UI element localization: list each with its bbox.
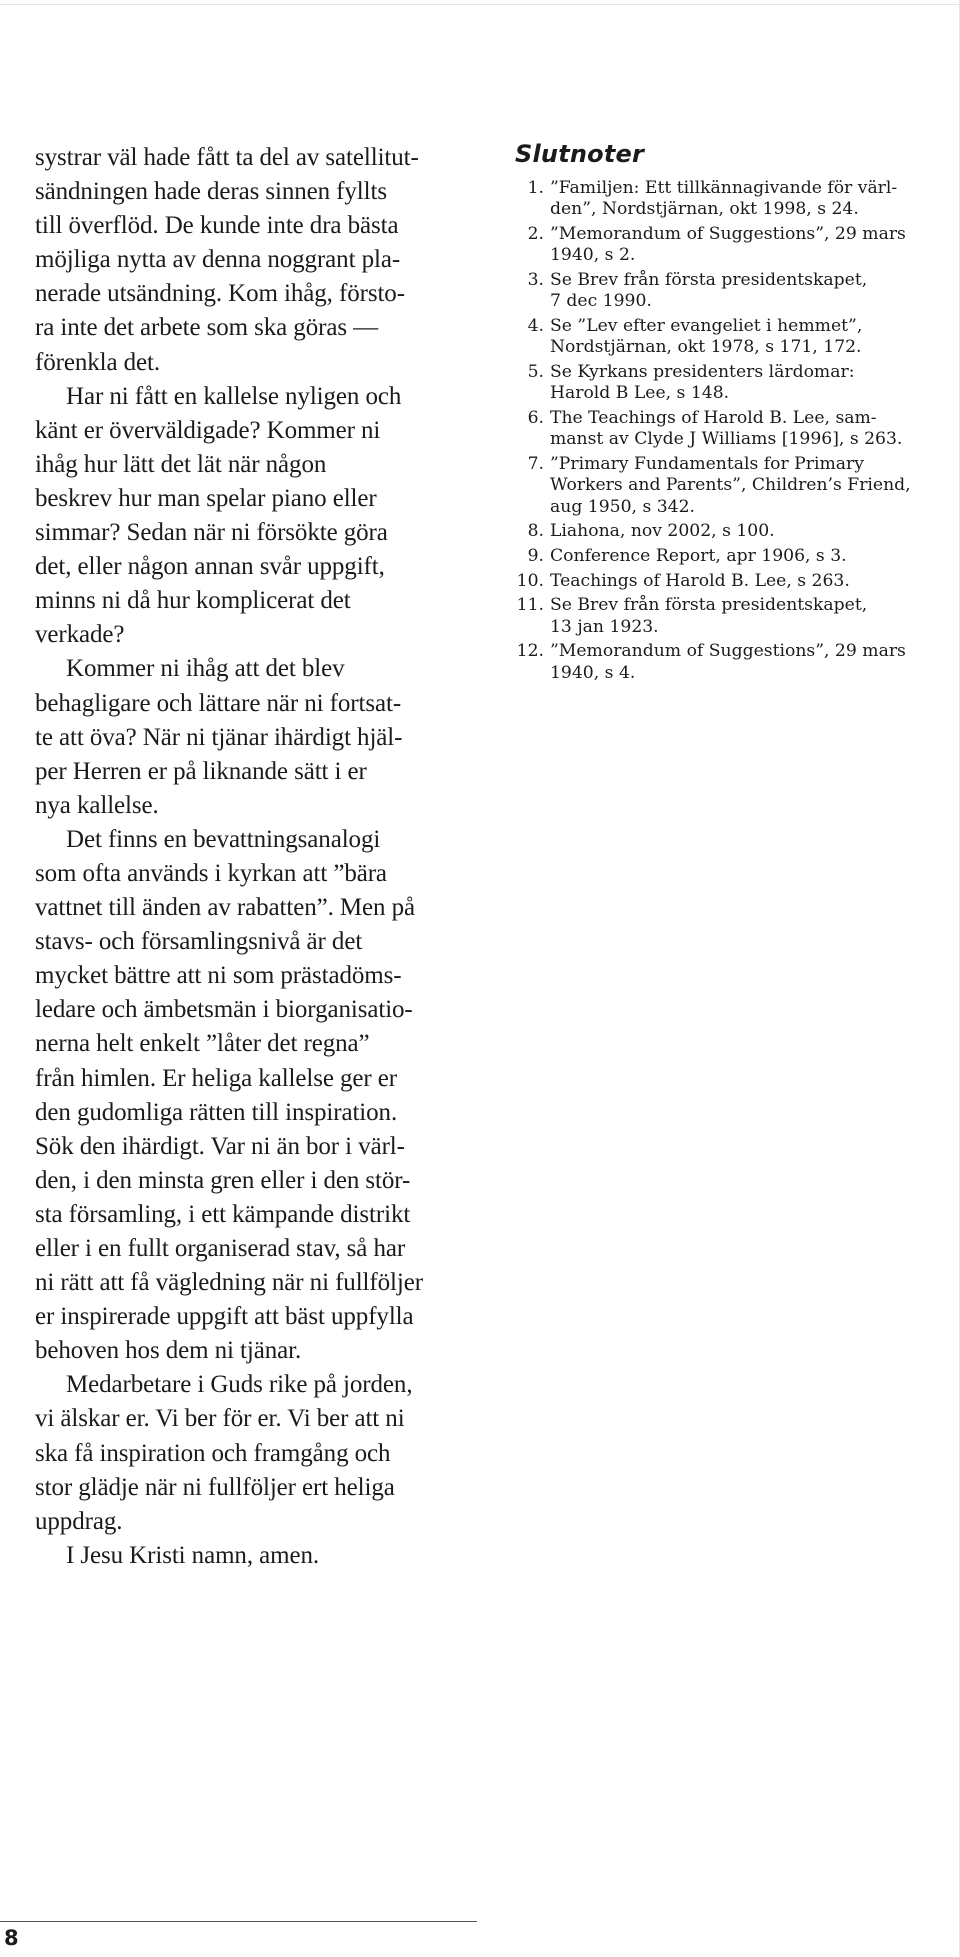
body-line: möjliga nytta av denna noggrant pla- <box>35 246 401 274</box>
body-line: sta församling, i ett kämpande distrikt <box>35 1200 411 1228</box>
endnote-item <box>514 270 954 313</box>
endnote-number: 8. <box>527 521 544 542</box>
endnote-item <box>514 408 954 451</box>
body-line: behoven hos dem ni tjänar. <box>35 1337 302 1365</box>
endnote-item <box>514 224 954 267</box>
endnote-number: 3. <box>527 269 544 290</box>
endnote-number: 5. <box>527 361 544 382</box>
endnote-text: Se ”Lev efter evangeliet i hemmet”, <box>550 315 863 336</box>
body-line: som ofta används i kyrkan att ”bära <box>35 859 387 887</box>
endnote-number: 9. <box>527 545 544 566</box>
endnote-text: Se Kyrkans presidenters lärdomar: <box>550 361 855 382</box>
body-line: beskrev hur man spelar piano eller <box>35 484 377 512</box>
page-number: 8 <box>4 1926 19 1950</box>
body-line: nya kallelse. <box>35 791 159 819</box>
body-line: Sök den ihärdigt. Var ni än bor i värl- <box>35 1132 405 1160</box>
endnotes-heading: Slutnoter <box>515 140 645 168</box>
body-line: sändningen hade deras sinnen fyllts <box>35 178 387 206</box>
endnotes-section <box>514 140 954 687</box>
top-border <box>0 0 960 5</box>
body-line: Kommer ni ihåg att det blev <box>66 655 345 683</box>
body-text-column <box>35 141 485 1573</box>
body-line: Det finns en bevattningsanalogi <box>66 825 381 853</box>
body-line: ledare och ämbetsmän i biorganisatio- <box>35 996 413 1024</box>
body-line: er inspirerade uppgift att bäst uppfylla <box>35 1303 414 1331</box>
body-line: nerade utsändning. Kom ihåg, förstо- <box>35 280 405 308</box>
body-line: stavs- och församlingsnivå är det <box>35 928 363 956</box>
endnote-item <box>514 595 954 638</box>
endnote-text: manst av Clyde J Williams [1996], s 263. <box>550 429 903 450</box>
endnote-item <box>514 546 954 567</box>
endnote-number: 4. <box>527 315 544 336</box>
endnote-text: Nordstjärnan, okt 1978, s 171, 172. <box>550 337 862 358</box>
body-line: det, eller någon annan svår uppgift, <box>35 553 385 581</box>
endnote-text: Harold B Lee, s 148. <box>550 383 730 404</box>
body-line: till överflöd. De kunde inte dra bästa <box>35 212 399 240</box>
endnote-text: ”Primary Fundamentals for Primary <box>550 453 864 474</box>
body-line: systrar väl hade fått ta del av satellitut- <box>35 144 419 171</box>
body-line: ihåg hur lätt det lät när någon <box>35 450 327 478</box>
body-line: minns ni då hur komplicerat det <box>35 587 351 615</box>
body-line: te att öva? När ni tjänar ihärdigt hjäl- <box>35 723 403 751</box>
endnote-number: 12. <box>516 641 544 662</box>
body-line: den gudomliga rätten till inspiration. <box>35 1098 398 1126</box>
endnote-text: Se Brev från första presidentskapet, <box>550 269 868 290</box>
endnote-text: ”Familjen: Ett tillkännagivande för värl- <box>550 178 898 198</box>
endnote-number: 6. <box>527 407 544 428</box>
endnote-item <box>514 521 954 542</box>
body-line: stor glädje när ni fullföljer ert heliga <box>35 1473 395 1501</box>
endnote-item <box>514 178 954 221</box>
endnote-number: 10. <box>516 570 544 591</box>
body-line: från himlen. Er heliga kallelse ger er <box>35 1064 398 1092</box>
body-line: behagligare och lättare när ni fortsat- <box>35 689 402 717</box>
endnote-item <box>514 454 954 518</box>
endnote-text: Se Brev från första presidentskapet, <box>550 595 868 616</box>
body-line: förenkla det. <box>35 348 161 376</box>
endnote-number: 11. <box>516 595 544 616</box>
body-line: mycket bättre att ni som prästadöms- <box>35 962 402 990</box>
endnote-number: 2. <box>527 223 544 244</box>
body-line: nerna helt enkelt ”låter det regna” <box>35 1030 370 1058</box>
endnote-number: 7. <box>527 453 544 474</box>
body-line: ni rätt att få vägledning när ni fullföljer <box>35 1269 423 1297</box>
body-line: ra inte det arbete som ska göras — <box>35 314 379 342</box>
body-line: per Herren er på liknande sätt i er <box>35 757 367 785</box>
body-line: vi älskar er. Vi ber för er. Vi ber att ni <box>35 1405 405 1433</box>
body-line: ska få inspiration och framgång och <box>35 1439 391 1467</box>
endnote-text: ”Memorandum of Suggestions”, 29 mars <box>550 641 906 662</box>
endnote-text: Liahona, nov 2002, s 100. <box>550 521 775 542</box>
endnote-text: ”Memorandum of Suggestions”, 29 mars <box>550 223 906 244</box>
endnote-text: 7 dec 1990. <box>550 291 652 312</box>
body-line: Har ni fått en kallelse nyligen och <box>66 382 402 410</box>
endnote-number: 1. <box>527 178 544 198</box>
body-line: Medarbetare i Guds rike på jorden, <box>66 1371 413 1399</box>
body-line: uppdrag. <box>35 1507 123 1535</box>
body-line: den, i den minsta gren eller i den stör- <box>35 1166 411 1194</box>
endnote-text: Workers and Parents”, Children’s Friend, <box>550 475 911 496</box>
endnote-text: The Teachings of Harold B. Lee, sam- <box>550 407 877 428</box>
endnote-text: aug 1950, s 342. <box>550 496 696 517</box>
endnote-item <box>514 362 954 405</box>
endnote-text: 13 jan 1923. <box>550 616 659 637</box>
body-line: vattnet till änden av rabatten”. Men på <box>35 894 415 922</box>
body-line: I Jesu Kristi namn, amen. <box>66 1541 320 1569</box>
endnote-item <box>514 316 954 359</box>
endnote-text: Conference Report, apr 1906, s 3. <box>550 545 847 566</box>
endnote-item <box>514 571 954 592</box>
endnote-item <box>514 641 954 684</box>
body-line: simmar? Sedan när ni försökte göra <box>35 519 388 547</box>
endnote-text: Teachings of Harold B. Lee, s 263. <box>550 570 850 591</box>
body-line: känt er överväldigade? Kommer ni <box>35 416 381 444</box>
endnote-text: den”, Nordstjärnan, okt 1998, s 24. <box>550 199 859 220</box>
body-line: eller i en fullt organiserad stav, så har <box>35 1235 406 1262</box>
body-line: verkade? <box>35 621 125 649</box>
endnote-text: 1940, s 4. <box>550 662 636 683</box>
footer-rule <box>0 1921 477 1922</box>
endnote-text: 1940, s 2. <box>550 245 636 266</box>
